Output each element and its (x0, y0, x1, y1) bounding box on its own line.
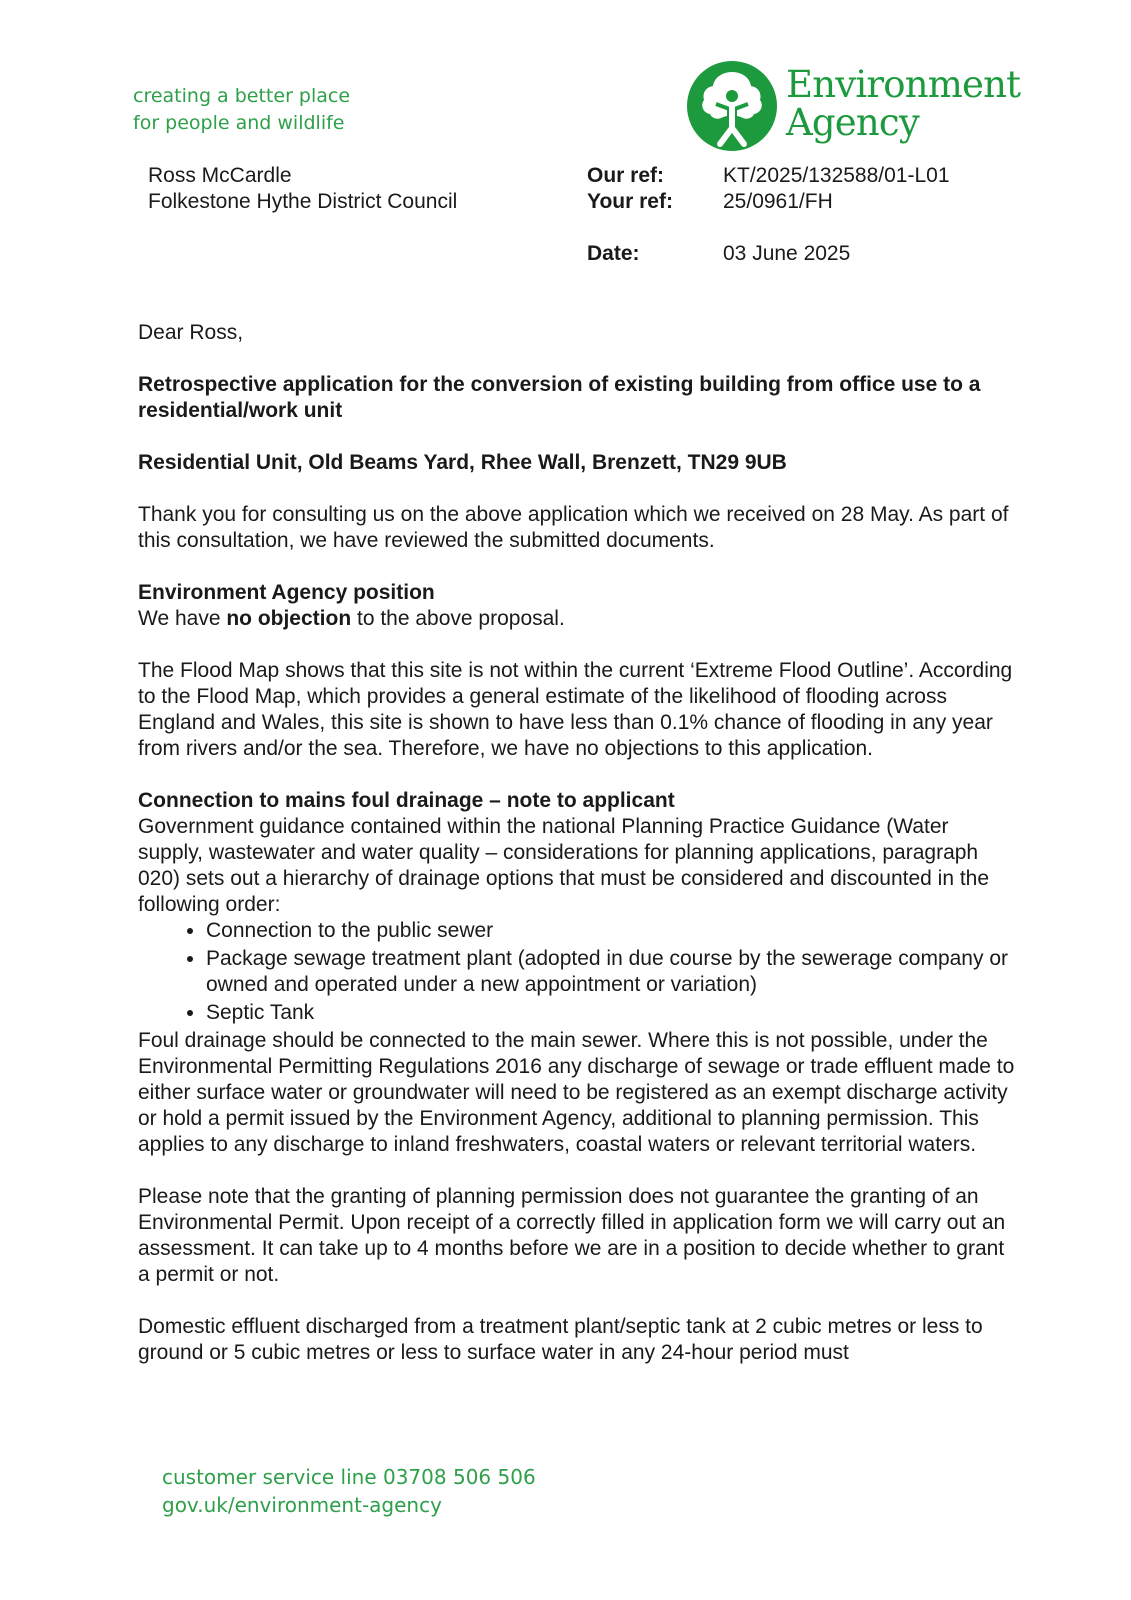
website-link[interactable]: gov.uk/environment-agency (162, 1493, 442, 1517)
salutation: Dear Ross, (138, 321, 244, 344)
logo-word-environment: Environment (786, 63, 1021, 106)
position-heading: Environment Agency position (138, 581, 435, 604)
flood-paragraph: The Flood Map shows that this site is not within the current ‘Extreme Flood Outline’. According to the Flood Map, which provides a general estimate of the likelihood of flooding across England and Wales, this site is shown to have less than 0.1% chance of flooding in any year from rivers and/or the sea. Therefore, we have no objections to this application. (138, 659, 1013, 760)
intro-paragraph: Thank you for consulting us on the above application which we received on 28 May. As part of this consultation, we have reviewed the submitted documents. (138, 503, 1009, 552)
foul-drainage-paragraph: Foul drainage should be connected to the main sewer. Where this is not possible, under the Environmental Permitting Regulations 2016 any discharge of sewage or trade effluent made to either surface water or groundwater will need to be registered as an exempt discharge activity or hold a permit issued by the Environment Agency, additional to planning permission. This applies to any discharge to inland freshwaters, coastal waters or relevant territorial waters. (138, 1029, 1015, 1156)
recipient-organisation: Folkestone Hythe District Council (148, 190, 458, 213)
drainage-options-list (138, 918, 1018, 1026)
domestic-effluent-paragraph: Domestic effluent discharged from a treatment plant/septic tank at 2 cubic metres or less to ground or 5 cubic metres or less to surface water in any 24-hour period must (138, 1315, 983, 1364)
environment-agency-logo (686, 58, 1021, 154)
position-post: to the above proposal. (351, 607, 565, 630)
permit-note-paragraph: Please note that the granting of planning permission does not guarantee the granting of an Environmental Permit. Upon receipt of a correctly filled in application form we will carry out an assessment. It can take up to 4 months before we are in a position to decide whether to grant a permit or not. (138, 1185, 1006, 1286)
position-statement (138, 606, 1018, 632)
our-ref-value: KT/2025/132588/01-L01 (723, 164, 950, 187)
drainage-heading: Connection to mains foul drainage – note to applicant (138, 789, 675, 812)
recipient-name: Ross McCardle (148, 164, 292, 187)
your-ref-value: 25/0961/FH (723, 190, 833, 213)
our-ref-row (587, 163, 950, 189)
logo-word-agency: Agency (786, 101, 919, 144)
customer-service-line: customer service line 03708 506 506 (162, 1465, 536, 1489)
recipient-address (148, 163, 457, 215)
tagline (133, 83, 350, 137)
tagline-line-2: for people and wildlife (133, 112, 345, 134)
position-pre: We have (138, 607, 227, 630)
date-value: 03 June 2025 (723, 242, 851, 265)
date-row (587, 241, 950, 267)
date-label: Date: (587, 242, 640, 265)
tree-person-icon (686, 60, 778, 152)
list-item: • Septic Tank (206, 1000, 1018, 1026)
list-item: • Package sewage treatment plant (adopted in due course by the sewerage company or owned and operated under a new appointment or variation) (206, 946, 1018, 998)
your-ref-row (587, 189, 950, 215)
tagline-line-1: creating a better place (133, 85, 351, 107)
our-ref-label: Our ref: (587, 164, 665, 187)
site-address: Residential Unit, Old Beams Yard, Rhee Wall, Brenzett, TN29 9UB (138, 451, 787, 474)
footer-contact (162, 1463, 536, 1519)
list-item: • Connection to the public sewer (206, 918, 1018, 944)
letter-body (138, 320, 1018, 1392)
reference-block (587, 163, 950, 267)
subject-heading: Retrospective application for the conversion of existing building from office use to a residential/work unit (138, 373, 981, 422)
your-ref-label: Your ref: (587, 190, 673, 213)
no-objection: no objection (226, 607, 352, 630)
drainage-intro: Government guidance contained within the national Planning Practice Guidance (Water supply, wastewater and water quality – considerations for planning applications, paragraph 020) sets out a hierarchy of drainage options that must be considered and discounted in the following order: (138, 815, 990, 916)
